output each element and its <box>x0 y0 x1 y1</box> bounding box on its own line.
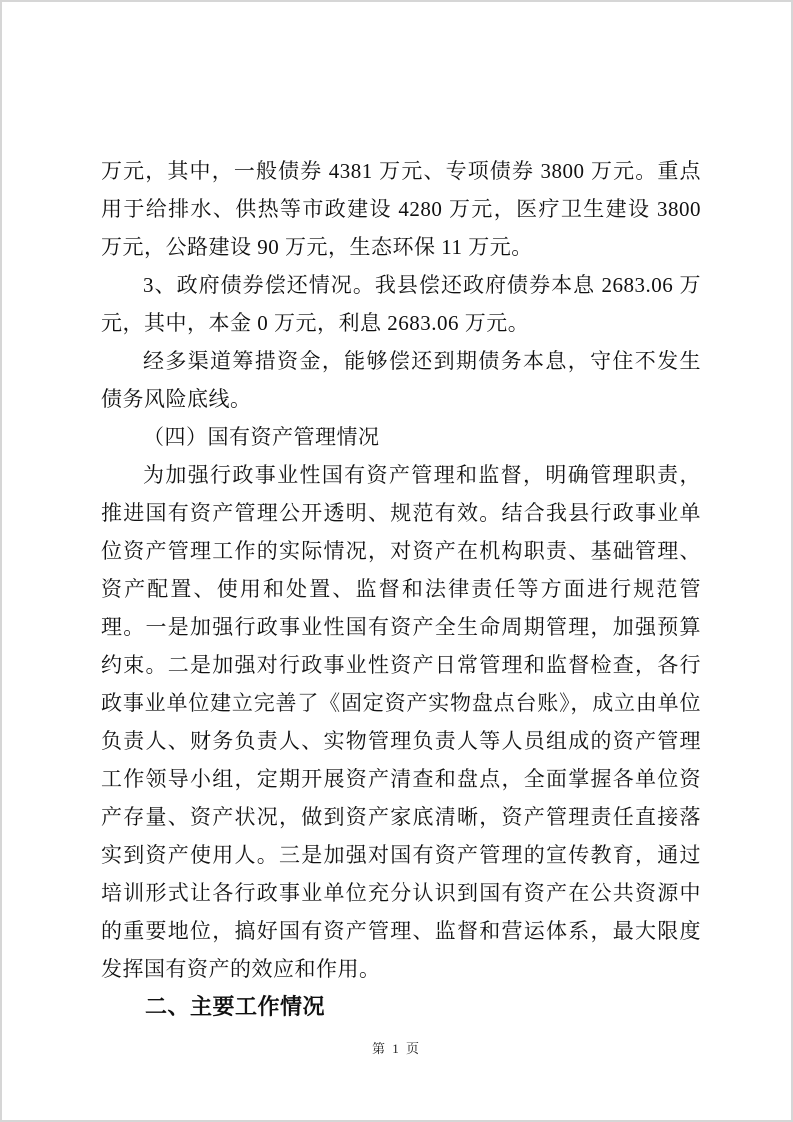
paragraph-bond-repayment: 3、政府债券偿还情况。我县偿还政府债券本息 2683.06 万元，其中，本金 0 万元，利息 2683.06 万元。 <box>101 273 701 335</box>
document-body <box>101 152 701 1026</box>
paragraph-risk-bottom-line: 经多渠道筹措资金，能够偿还到期债务本息，守住不发生债务风险底线。 <box>101 349 701 411</box>
section-heading-state-assets: （四）国有资产管理情况 <box>143 425 380 449</box>
page-footer <box>2 1038 791 1058</box>
paragraph-state-asset-management: 为加强行政事业性国有资产管理和监督，明确管理职责，推进国有资产管理公开透明、规范有效。结合我县行政事业单位资产管理工作的实际情况，对资产在机构职责、基础管理、资产配置、使用和处置、监督和法律责任等方面进行规范管理。一是加强行政事业性国有资产全生命周期管理，加强预算约束。二是加强对行政事业性资产日常管理和监督检查，各行政事业单位建立完善了《固定资产实物盘点台账》，成立由单位负责人、财务负责人、实物管理负责人等人员组成的资产管理工作领导小组，定期开展资产清查和盘点，全面掌握各单位资产存量、资产状况，做到资产家底清晰，资产管理责任直接落实到资产使用人。三是加强对国有资产管理的宣传教育，通过培训形式让各行政事业单位充分认识到国有资产在公共资源中的重要地位，搞好国有资产管理、监督和营运体系，最大限度发挥国有资产的效应和作用。 <box>101 463 701 981</box>
section-heading-main-work: 二、主要工作情况 <box>145 994 326 1019</box>
page-number: 第 1 页 <box>371 1041 421 1056</box>
paragraph-debt-usage-continuation: 万元，其中，一般债券 4381 万元、专项债券 3800 万元。重点用于给排水、供热等市政建设 4280 万元，医疗卫生建设 3800 万元，公路建设 90 万元，生态环保 11 万元。 <box>101 159 701 259</box>
